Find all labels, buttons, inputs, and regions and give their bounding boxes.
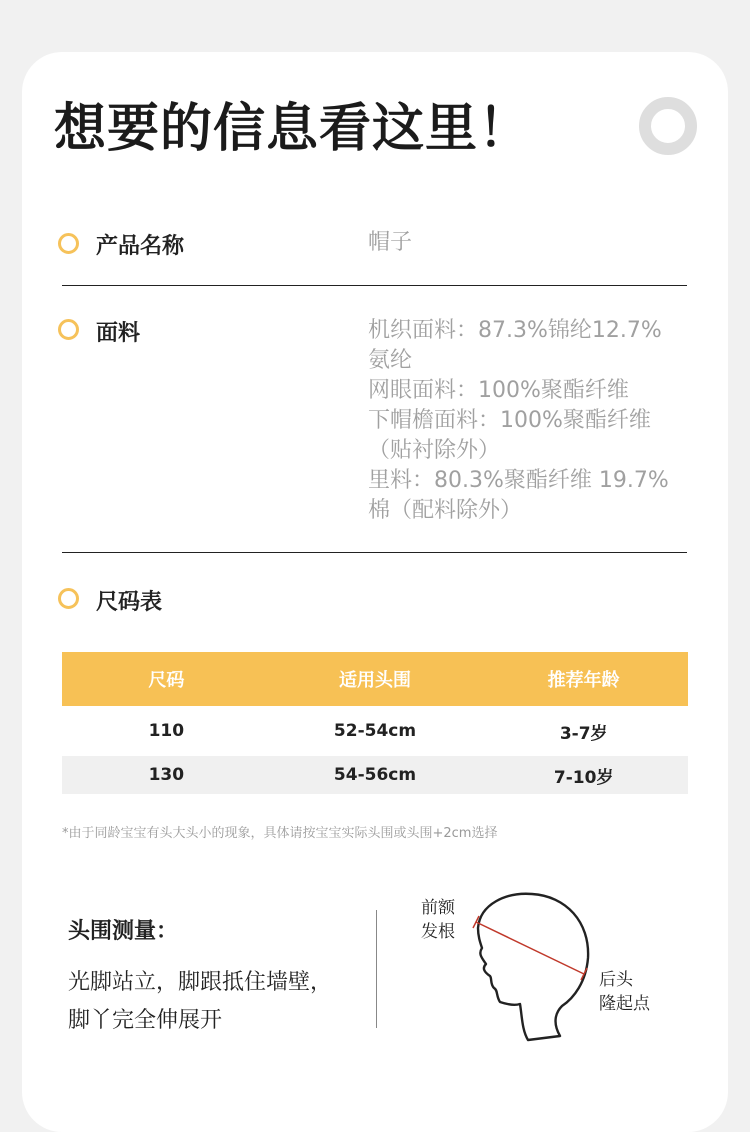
column-header: 尺码 — [148, 670, 185, 691]
fabric-line: 里料：80.3%聚酯纤维 19.7% — [368, 468, 669, 493]
label-line: 前额 — [421, 898, 455, 918]
occipital-label — [599, 968, 650, 1016]
product-name-label: 产品名称 — [96, 234, 185, 259]
table-header — [62, 652, 688, 706]
fabric-line: 下帽檐面料：100%聚酯纤维 — [368, 408, 651, 433]
fabric-line: 棉（配料除外） — [368, 498, 523, 523]
front-hairline-label — [421, 896, 455, 944]
table-row — [62, 706, 688, 756]
column-header: 适用头围 — [339, 670, 411, 691]
table-cell: 54-56cm — [333, 765, 417, 785]
size-table — [62, 652, 688, 794]
fabric-line: 氨纶 — [368, 348, 413, 373]
measure-title: 头围测量： — [68, 919, 179, 944]
page-title: 想要的信息看这里！ — [54, 99, 532, 159]
table-cell: 7-10岁 — [553, 767, 614, 788]
bullet-ring-icon — [58, 319, 79, 340]
bullet-ring-icon — [58, 588, 79, 609]
ring-decoration-icon — [639, 97, 697, 155]
fabric-label: 面料 — [96, 321, 141, 346]
size-note: *由于同龄宝宝有头大头小的现象，具体请按宝宝实际头围或头围+2cm选择 — [62, 826, 498, 841]
vertical-divider — [376, 910, 377, 1028]
bullet-ring-icon — [58, 233, 79, 254]
label-line: 隆起点 — [599, 994, 650, 1014]
fabric-line: 网眼面料：100%聚酯纤维 — [368, 378, 629, 403]
head-outline-icon — [470, 890, 600, 1050]
fabric-line: 机织面料：87.3%锦纶12.7% — [368, 318, 662, 343]
divider — [62, 552, 687, 553]
label-line: 后头 — [599, 970, 633, 990]
product-name-value: 帽子 — [368, 230, 413, 255]
measure-instruction: 光脚站立，脚跟抵住墙壁， — [68, 970, 333, 995]
table-cell: 52-54cm — [333, 721, 417, 741]
measure-instruction: 脚丫完全伸展开 — [68, 1008, 223, 1033]
table-cell: 130 — [148, 765, 185, 785]
fabric-line: （贴衬除外） — [368, 438, 501, 463]
size-chart-label: 尺码表 — [96, 590, 163, 615]
column-header: 推荐年龄 — [547, 670, 620, 691]
table-cell: 3-7岁 — [559, 723, 608, 744]
divider — [62, 285, 687, 286]
label-line: 发根 — [421, 922, 455, 942]
table-cell: 110 — [148, 721, 185, 741]
table-row — [62, 756, 688, 794]
